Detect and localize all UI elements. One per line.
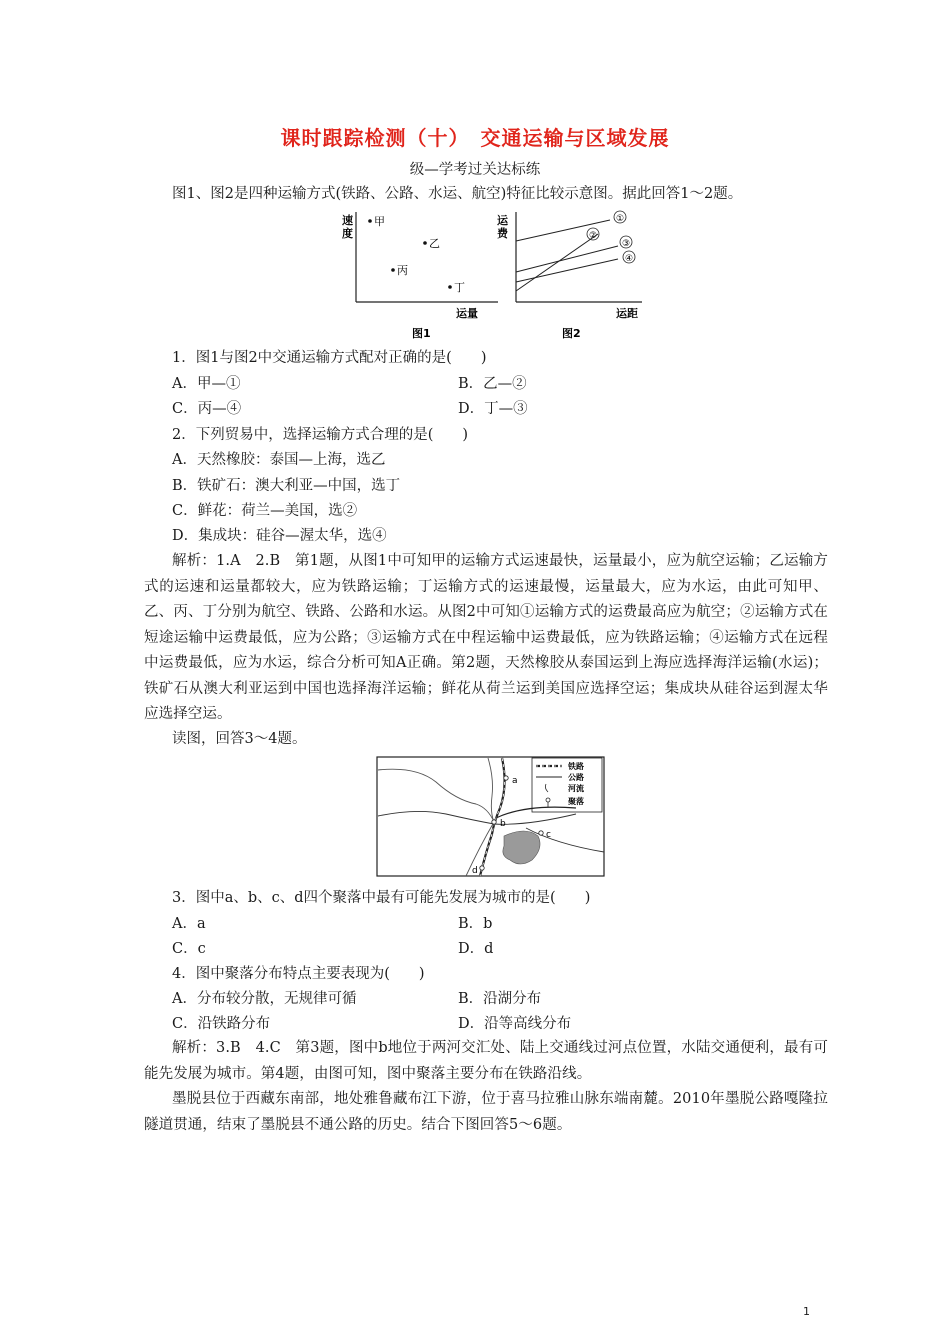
settlement-map (376, 756, 606, 878)
q4-option-b: B．沿湖分布 (458, 991, 542, 1007)
figure-1 (342, 212, 498, 340)
fig1-label-yi: 乙 (429, 237, 440, 250)
settlement-d (480, 866, 484, 870)
fig1-xlabel: 运量 (456, 307, 478, 320)
q3-option-d: D．d (458, 941, 494, 957)
legend-railway-label: 铁路 (568, 762, 584, 771)
q1-option-c: C．丙—④ (172, 401, 242, 417)
q2-stem: 2．下列贸易中，选择运输方式合理的是( ) (172, 427, 469, 443)
fig2-line-3 (516, 246, 618, 272)
q3-option-a: A．a (172, 916, 206, 932)
figure-1-2 (330, 206, 650, 346)
fig1-point-bing (391, 268, 395, 272)
fig2-label-1: ① (615, 214, 625, 224)
q2-option-b: B．铁矿石：澳大利亚—中国，选丁 (172, 478, 401, 494)
settlement-b (492, 820, 496, 824)
q1-stem: 1．图1与图2中交通运输方式配对正确的是( ) (172, 350, 487, 366)
q4-option-c: C．沿铁路分布 (172, 1016, 271, 1032)
page-number: 1 (803, 1305, 810, 1318)
settlement-label-d: d (472, 866, 478, 876)
page-title: 课时跟踪检测（十） 交通运输与区域发展 (280, 126, 670, 150)
fig2-label-4: ④ (624, 254, 634, 264)
q4-stem: 4．图中聚落分布特点主要表现为( ) (172, 966, 425, 982)
intro-q3-4: 读图，回答3～4题。 (172, 731, 307, 747)
intro-q1-2: 图1、图2是四种运输方式(铁路、公路、水运、航空)特征比较示意图。据此回答1～2题。 (172, 186, 743, 202)
q2-option-c: C．鲜花：荷兰—美国，选② (172, 503, 358, 519)
q3-option-b: B．b (458, 916, 493, 932)
section-subtitle: 级—学考过关达标练 (409, 162, 541, 178)
fig1-label-ding: 丁 (454, 281, 465, 294)
settlement-a (504, 776, 508, 780)
fig2-line-4 (516, 259, 618, 282)
fig2-ylabel-1: 运 (497, 214, 508, 227)
q2-option-d: D．集成块：硅谷—渥太华，选④ (172, 528, 387, 544)
fig1-point-jia (368, 219, 372, 223)
intro-q5-6: 墨脱县位于西藏东南部，地处雅鲁藏布江下游，位于喜马拉雅山脉东端南麓。2010年墨脱公路嘎隆拉隧道贯通，结束了墨脱县不通公路的历史。结合下图回答5～6题。 (144, 1091, 828, 1133)
q4-option-a: A．分布较分散，无规律可循 (172, 991, 357, 1007)
fig2-label-2: ② (588, 231, 598, 241)
fig1-point-yi (423, 241, 427, 245)
fig2-label-3: ③ (621, 239, 631, 249)
q1-option-b: B．乙—② (458, 376, 527, 392)
legend-river-label: 河流 (568, 784, 584, 793)
q1-option-d: D．丁—③ (458, 401, 528, 417)
q4-option-d: D．沿等高线分布 (458, 1016, 572, 1032)
settlement-label-a: a (512, 776, 518, 786)
fig1-ylabel-1: 速 (342, 214, 353, 227)
q3-option-c: C．c (172, 941, 206, 957)
fig2-line-2 (516, 234, 598, 291)
figure-2 (497, 211, 642, 340)
fig2-ylabel-2: 费 (497, 227, 508, 240)
fig1-label-bing: 丙 (397, 264, 408, 277)
fig1-label-jia: 甲 (374, 215, 385, 228)
fig1-point-ding (448, 285, 452, 289)
q3-stem: 3．图中a、b、c、d四个聚落中最有可能先发展为城市的是( ) (172, 890, 591, 906)
settlement-label-c: c (546, 830, 551, 840)
fig1-caption: 图1 (412, 327, 431, 340)
settlement-c (539, 831, 543, 835)
legend-road-label: 公路 (568, 773, 584, 782)
legend-settlement-symbol (546, 798, 550, 802)
fig2-xlabel: 运距 (616, 307, 638, 320)
fig2-caption: 图2 (562, 327, 581, 340)
legend-settlement-label: 聚落 (568, 797, 584, 806)
analysis-q1-2: 解析：1.A 2.B 第1题，从图1中可知甲的运输方式运速最快，运量最小，应为航空运输；乙运输方式的运速和运量都较大，应为铁路运输；丁运输方式的运速最慢，运量最大，应为水运，由此可知甲、乙、丙、丁分别为航空、铁路、公路和水运。从图2中可知①运输方式的运费最高应为航空；②运输方式在短途运输中运费最低，应为公路；③运输方式在中程运输中运费最低，应为铁路运输；④运输方式在远程中运费最低，应为水运，综合分析可知A正确。第2题，天然橡胶从泰国运到上海应选择海洋运输(水运)；铁矿石从澳大利亚运到中国也选择海洋运输；鲜花从荷兰运到美国应选择空运；集成块从硅谷运到渥太华应选择空运。 (144, 553, 828, 722)
q2-option-a: A．天然橡胶：泰国—上海，选乙 (172, 452, 386, 468)
settlement-label-b: b (500, 819, 506, 829)
q1-option-a: A．甲—① (172, 376, 241, 392)
analysis-q3-4: 解析：3.B 4.C 第3题，图中b地位于两河交汇处、陆上交通线过河点位置，水陆交通便利，最有可能先发展为城市。第4题，由图可知，图中聚落主要分布在铁路沿线。 (144, 1040, 828, 1082)
fig1-ylabel-2: 度 (342, 227, 353, 240)
